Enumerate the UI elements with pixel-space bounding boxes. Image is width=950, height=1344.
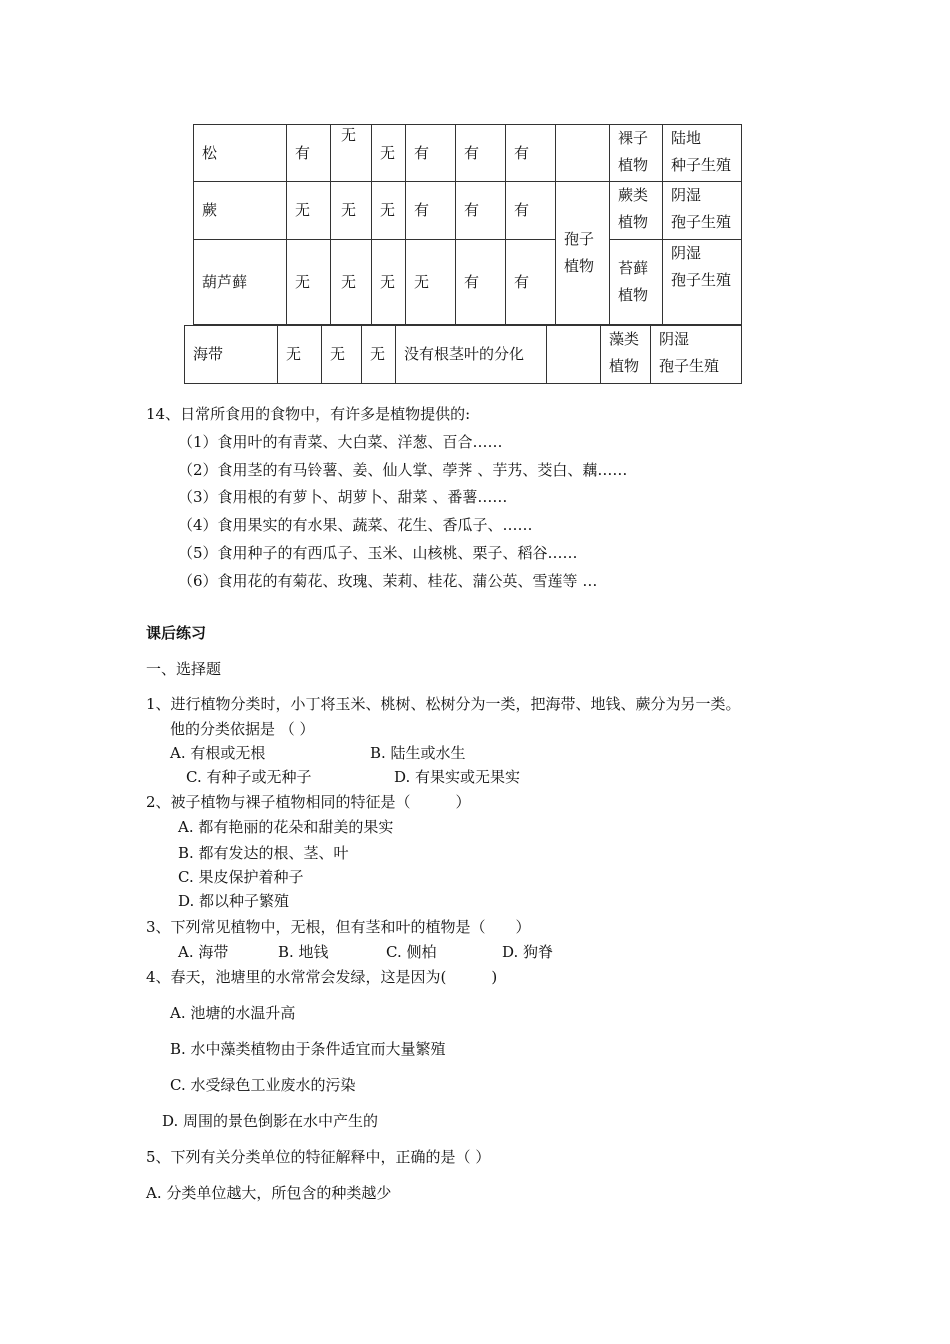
env-cell: 阴湿 孢子生殖: [651, 326, 742, 384]
table-cell: 无: [331, 182, 372, 240]
plant-name: 葫芦藓: [194, 240, 287, 325]
q3-option-d: D. 狗脊: [502, 943, 554, 961]
merged-cell: 没有根茎叶的分化: [396, 326, 547, 384]
q2-stem: 2、被子植物与裸子植物相同的特征是（ ）: [146, 793, 471, 811]
table-row: [194, 240, 742, 325]
table-cell: 有: [456, 125, 506, 182]
table-cell: 无: [331, 240, 372, 325]
q4-option-c: C. 水受绿色工业废水的污染: [170, 1076, 356, 1094]
q1-option-a: A. 有根或无根: [170, 744, 266, 762]
table-cell: 无: [331, 125, 372, 182]
q3-stem: 3、下列常见植物中，无根，但有茎和叶的植物是（ ）: [146, 918, 531, 936]
q4-stem: 4、春天，池塘里的水常常会发绿，这是因为( ): [146, 968, 498, 986]
table-cell: 有: [287, 125, 331, 182]
table-cell: [547, 326, 601, 384]
kelp-table: [184, 325, 742, 384]
group-cell: 蕨类 植物: [610, 182, 663, 240]
q1-option-d: D. 有果实或无果实: [394, 768, 521, 786]
env-cell: 阴湿 孢子生殖: [663, 182, 742, 240]
q1-option-c: C. 有种子或无种子: [186, 768, 312, 786]
q2-option-d: D. 都以种子繁殖: [178, 892, 290, 910]
q4-option-d: D. 周围的景色倒影在水中产生的: [162, 1112, 379, 1130]
plant-name: 蕨: [194, 182, 287, 240]
list-item: （6）食用花的有菊花、玫瑰、茉莉、桂花、蒲公英、雪莲等 …: [178, 572, 598, 590]
env-cell: 陆地 种子生殖: [663, 125, 742, 182]
table-cell: 无: [287, 240, 331, 325]
group-cell: 苔藓 植物: [610, 240, 663, 325]
table-cell: 有: [456, 240, 506, 325]
list-item: （2）食用茎的有马铃薯、姜、仙人掌、荸荠 、芋艿、茭白、藕……: [178, 461, 628, 479]
env-cell: 阴湿 孢子生殖: [663, 240, 742, 325]
plant-name: 海带: [185, 326, 278, 384]
table-cell: 有: [506, 182, 556, 240]
table-cell: 无: [278, 326, 322, 384]
table-cell: 无: [372, 125, 406, 182]
table-cell: 有: [406, 125, 456, 182]
table-row: [194, 182, 742, 240]
table-row: [185, 326, 742, 384]
plant-table: [193, 124, 742, 325]
list-item: （4）食用果实的有水果、蔬菜、花生、香瓜子、……: [178, 516, 533, 534]
q2-option-c: C. 果皮保护着种子: [178, 868, 304, 886]
q14-title: 14、日常所食用的食物中，有许多是植物提供的:: [146, 405, 471, 423]
q3-option-c: C. 侧柏: [386, 943, 437, 961]
table-cell: 有: [406, 182, 456, 240]
q3-option-b: B. 地钱: [278, 943, 329, 961]
q5-stem: 5、下列有关分类单位的特征解释中，正确的是（ ）: [146, 1148, 491, 1166]
table-cell: 无: [362, 326, 396, 384]
list-item: （5）食用种子的有西瓜子、玉米、山核桃、栗子、稻谷……: [178, 544, 578, 562]
table-cell: 无: [287, 182, 331, 240]
plant-name: 松: [194, 125, 287, 182]
list-item: （3）食用根的有萝卜、胡萝卜、甜菜 、番薯……: [178, 488, 508, 506]
table-cell: 有: [456, 182, 506, 240]
section-title: 课后练习: [146, 624, 207, 642]
table-cell: 有: [506, 240, 556, 325]
table-cell: 无: [372, 182, 406, 240]
q2-option-a: A. 都有艳丽的花朵和甜美的果实: [178, 818, 394, 836]
table-cell: 无: [406, 240, 456, 325]
group-cell: 藻类 植物: [601, 326, 651, 384]
spore-cell: 孢子 植物: [556, 182, 610, 325]
q4-option-a: A. 池塘的水温升高: [170, 1004, 296, 1022]
list-item: （1）食用叶的有青菜、大白菜、洋葱、百合……: [178, 433, 503, 451]
q5-option-a: A. 分类单位越大，所包含的种类越少: [146, 1184, 392, 1202]
table-cell: [556, 125, 610, 182]
table-row: [194, 125, 742, 182]
table-cell: 无: [372, 240, 406, 325]
group-cell: 裸子 植物: [610, 125, 663, 182]
q4-option-b: B. 水中藻类植物由于条件适宜而大量繁殖: [170, 1040, 446, 1058]
table-cell: 无: [322, 326, 362, 384]
q3-option-a: A. 海带: [178, 943, 229, 961]
q1-stem-2: 他的分类依据是 （ ）: [170, 720, 315, 738]
table-cell: 有: [506, 125, 556, 182]
q1-stem: 1、进行植物分类时，小丁将玉米、桃树、松树分为一类，把海带、地钱、蕨分为另一类。: [146, 695, 741, 713]
sub-title: 一、选择题: [146, 660, 222, 678]
q2-option-b: B. 都有发达的根、茎、叶: [178, 844, 349, 862]
q1-option-b: B. 陆生或水生: [370, 744, 466, 762]
